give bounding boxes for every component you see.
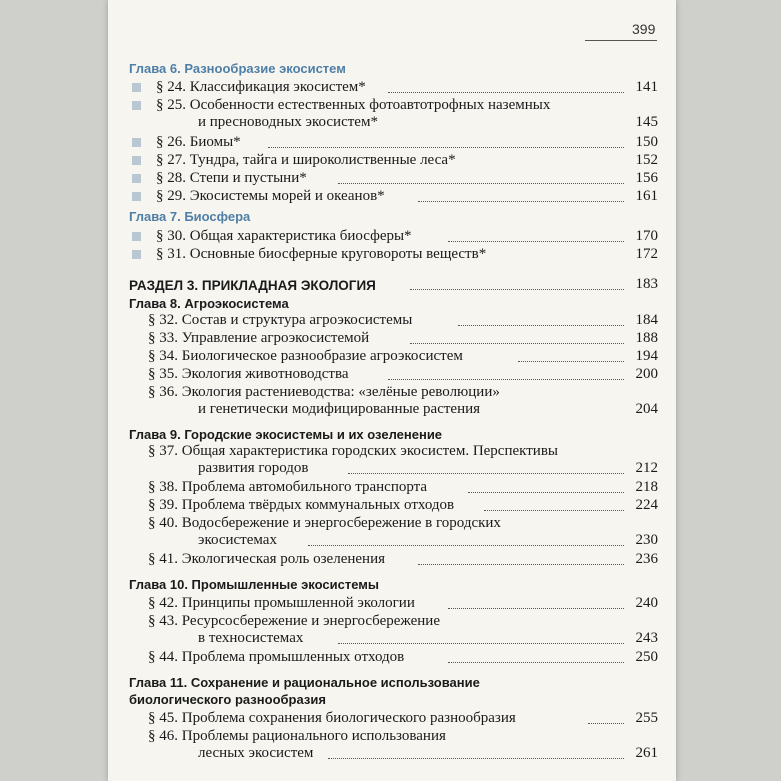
page-ref: 230 bbox=[635, 532, 658, 548]
toc-entry-29: § 29. Экосистемы морей и океанов* 161 bbox=[148, 188, 658, 206]
section-3-title: РАЗДЕЛ 3. ПРИКЛАДНАЯ ЭКОЛОГИЯ bbox=[129, 278, 376, 293]
page-ref: 161 bbox=[635, 188, 658, 204]
toc-entry-41: § 41. Экологическая роль озеленения 236 bbox=[148, 551, 658, 567]
page-ref: 156 bbox=[635, 170, 658, 186]
online-marker-icon bbox=[132, 192, 141, 201]
toc-entry-40: § 40. Водосбережение и энергосбережение в городских экосистемах 230 bbox=[148, 515, 658, 548]
online-marker-icon bbox=[132, 156, 141, 165]
online-marker-icon bbox=[132, 232, 141, 241]
toc-entry-26: § 26. Биомы* 150 bbox=[148, 134, 658, 152]
toc-entry-30: § 30. Общая характеристика биосферы* 170 bbox=[148, 228, 658, 246]
page-ref: 204 bbox=[635, 401, 658, 417]
chapter-10-title: Глава 10. Промышленные экосистемы bbox=[129, 577, 380, 592]
section-3-page bbox=[148, 276, 658, 294]
page-ref: 218 bbox=[635, 479, 658, 495]
toc-entry-42: § 42. Принципы промышленной экологии 240 bbox=[148, 595, 658, 611]
toc-entry-34: § 34. Биологическое разнообразие агроэкосистем 194 bbox=[148, 348, 658, 364]
toc-entry-44: § 44. Проблема промышленных отходов 250 bbox=[148, 649, 658, 665]
toc-entry-28: § 28. Степи и пустыни* 156 bbox=[148, 170, 658, 188]
online-marker-icon bbox=[132, 83, 141, 92]
page-ref: 183 bbox=[635, 276, 658, 292]
chapter-9-title: Глава 9. Городские экосистемы и их озеленение bbox=[129, 427, 443, 442]
page-ref: 194 bbox=[635, 348, 658, 364]
page-ref: 150 bbox=[635, 134, 658, 150]
page-ref: 224 bbox=[635, 497, 658, 513]
page-ref: 145 bbox=[635, 114, 658, 130]
page-ref: 236 bbox=[635, 551, 658, 567]
toc-entry-38: § 38. Проблема автомобильного транспорта 218 bbox=[148, 479, 658, 495]
page-ref: 261 bbox=[635, 745, 658, 761]
page-ref: 243 bbox=[635, 630, 658, 646]
toc-entry-46: § 46. Проблемы рационального использования лесных экосистем 261 bbox=[148, 728, 658, 761]
page-ref: 240 bbox=[635, 595, 658, 611]
toc-entry-27: § 27. Тундра, тайга и широколиственные леса* 152 bbox=[148, 152, 658, 170]
page-ref: 255 bbox=[635, 710, 658, 726]
page-ref: 172 bbox=[635, 246, 658, 262]
toc-entry-37: § 37. Общая характеристика городских экосистем. Перспективы развития городов 212 bbox=[148, 443, 658, 476]
page-ref: 184 bbox=[635, 312, 658, 328]
chapter-6-title: Глава 6. Разнообразие экосистем bbox=[129, 61, 346, 76]
chapter-7-title: Глава 7. Биосфера bbox=[129, 209, 251, 224]
page-ref: 170 bbox=[635, 228, 658, 244]
toc-entry-24: § 24. Классификация экосистем* 141 bbox=[148, 79, 658, 97]
header-rule bbox=[585, 40, 657, 41]
toc-entry-35: § 35. Экология животноводства 200 bbox=[148, 366, 658, 382]
toc-entry-45: § 45. Проблема сохранения биологического разнообразия 255 bbox=[148, 710, 658, 726]
chapter-8-title: Глава 8. Агроэкосистема bbox=[129, 296, 289, 311]
toc-entry-36: § 36. Экология растениеводства: «зелёные революции» и генетически модифицированные растения 204 bbox=[148, 384, 658, 417]
toc-entry-25: § 25. Особенности естественных фотоавтотрофных наземных и пресноводных экосистем* 145 bbox=[148, 97, 658, 133]
toc-entry-43: § 43. Ресурсосбережение и энергосбережение в техносистемах 243 bbox=[148, 613, 658, 646]
page-number: 399 bbox=[632, 21, 656, 37]
toc-entry-39: § 39. Проблема твёрдых коммунальных отходов 224 bbox=[148, 497, 658, 513]
online-marker-icon bbox=[132, 250, 141, 259]
toc-entry-31: § 31. Основные биосферные круговороты веществ* 172 bbox=[148, 246, 658, 264]
page-ref: 200 bbox=[635, 366, 658, 382]
toc-entry-32: § 32. Состав и структура агроэкосистемы 184 bbox=[148, 312, 658, 328]
online-marker-icon bbox=[132, 174, 141, 183]
online-marker-icon bbox=[132, 101, 141, 110]
page-ref: 152 bbox=[635, 152, 658, 168]
page-ref: 141 bbox=[635, 79, 658, 95]
chapter-11-title-line-2: биологического разнообразия bbox=[129, 692, 326, 707]
page-ref: 188 bbox=[635, 330, 658, 346]
online-marker-icon bbox=[132, 138, 141, 147]
toc-entry-33: § 33. Управление агроэкосистемой 188 bbox=[148, 330, 658, 346]
page-ref: 212 bbox=[635, 460, 658, 476]
page-ref: 250 bbox=[635, 649, 658, 665]
chapter-11-title-line-1: Глава 11. Сохранение и рациональное использование bbox=[129, 675, 480, 690]
